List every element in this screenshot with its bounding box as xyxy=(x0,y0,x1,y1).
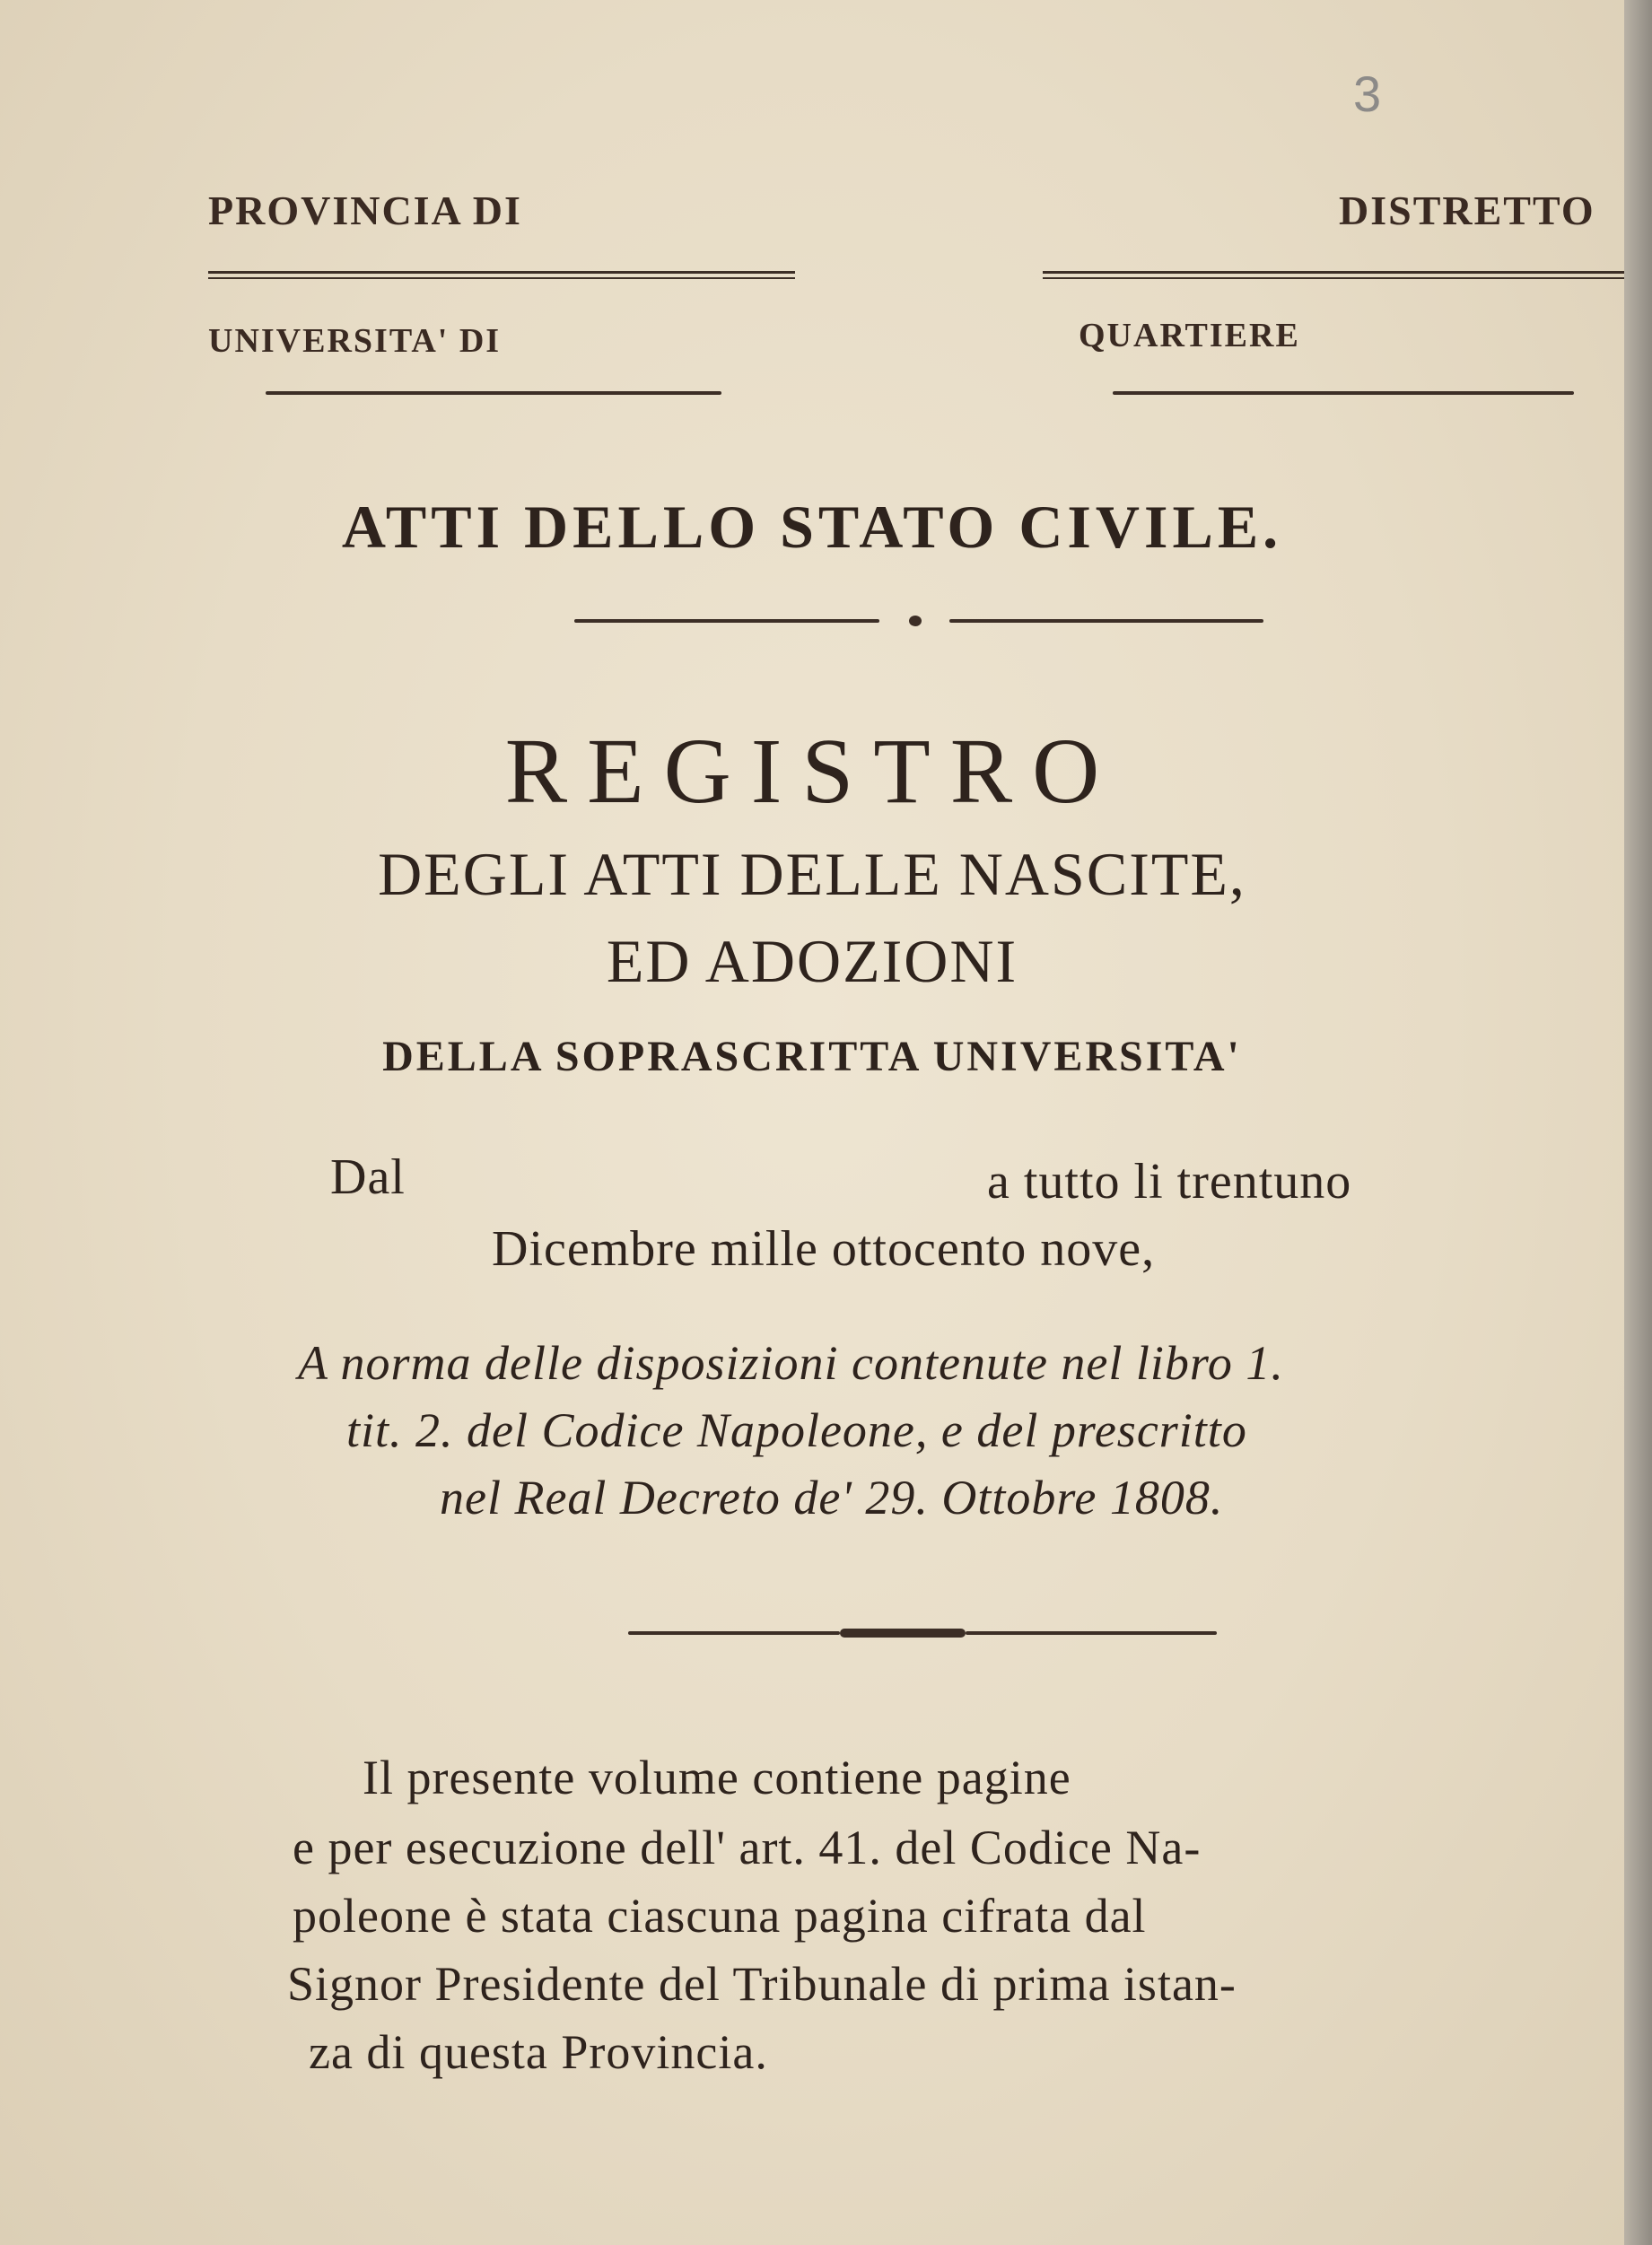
closing-line-1: Il presente volume contiene pagine xyxy=(363,1751,1071,1804)
ornament-rule-2-right xyxy=(966,1631,1217,1635)
distretto-rule xyxy=(1043,271,1644,279)
document-title: ATTI DELLO STATO CIVILE. xyxy=(341,493,1283,561)
period-line-2: Dicembre mille ottocento nove, xyxy=(492,1221,1156,1277)
quartiere-label: QUARTIERE xyxy=(1079,317,1300,354)
universita-rule xyxy=(266,391,721,395)
registro-subtitle-2: ED ADOZIONI xyxy=(606,927,1018,995)
ornament-rule-right xyxy=(949,619,1263,623)
ornament-rule-left xyxy=(574,619,879,623)
registro-heading: REGISTRO xyxy=(504,720,1120,823)
provincia-rule xyxy=(208,271,795,279)
quartiere-rule xyxy=(1113,391,1574,395)
norma-line-1: A norma delle disposizioni contenute nel libro 1. xyxy=(298,1336,1284,1390)
period-until: a tutto li trentuno xyxy=(987,1154,1352,1210)
ornament-beads xyxy=(840,1629,966,1638)
period-dal: Dal xyxy=(330,1149,406,1205)
ornament-rule-2-left xyxy=(628,1631,840,1635)
provincia-label: PROVINCIA DI xyxy=(208,188,522,233)
registro-subtitle-1: DEGLI ATTI DELLE NASCITE, xyxy=(378,840,1246,908)
closing-line-3: poleone è stata ciascuna pagina cifrata dal xyxy=(293,1889,1147,1943)
closing-line-4: Signor Presidente del Tribunale di prima istan- xyxy=(287,1957,1237,2011)
folio-number: 3 xyxy=(1353,66,1382,122)
closing-line-5: za di questa Provincia. xyxy=(309,2025,768,2079)
distretto-label: DISTRETTO xyxy=(1339,188,1595,233)
norma-line-3: nel Real Decreto de' 29. Ottobre 1808. xyxy=(440,1471,1224,1524)
norma-line-2: tit. 2. del Codice Napoleone, e del prescritto xyxy=(346,1403,1247,1457)
page-edge-shadow xyxy=(1624,0,1652,2245)
registro-subtitle-3: DELLA SOPRASCRITTA UNIVERSITA' xyxy=(382,1033,1242,1080)
closing-line-2: e per esecuzione dell' art. 41. del Codice Na- xyxy=(293,1821,1202,1874)
universita-label: UNIVERSITA' DI xyxy=(208,322,502,360)
ornament-dot xyxy=(909,616,922,626)
